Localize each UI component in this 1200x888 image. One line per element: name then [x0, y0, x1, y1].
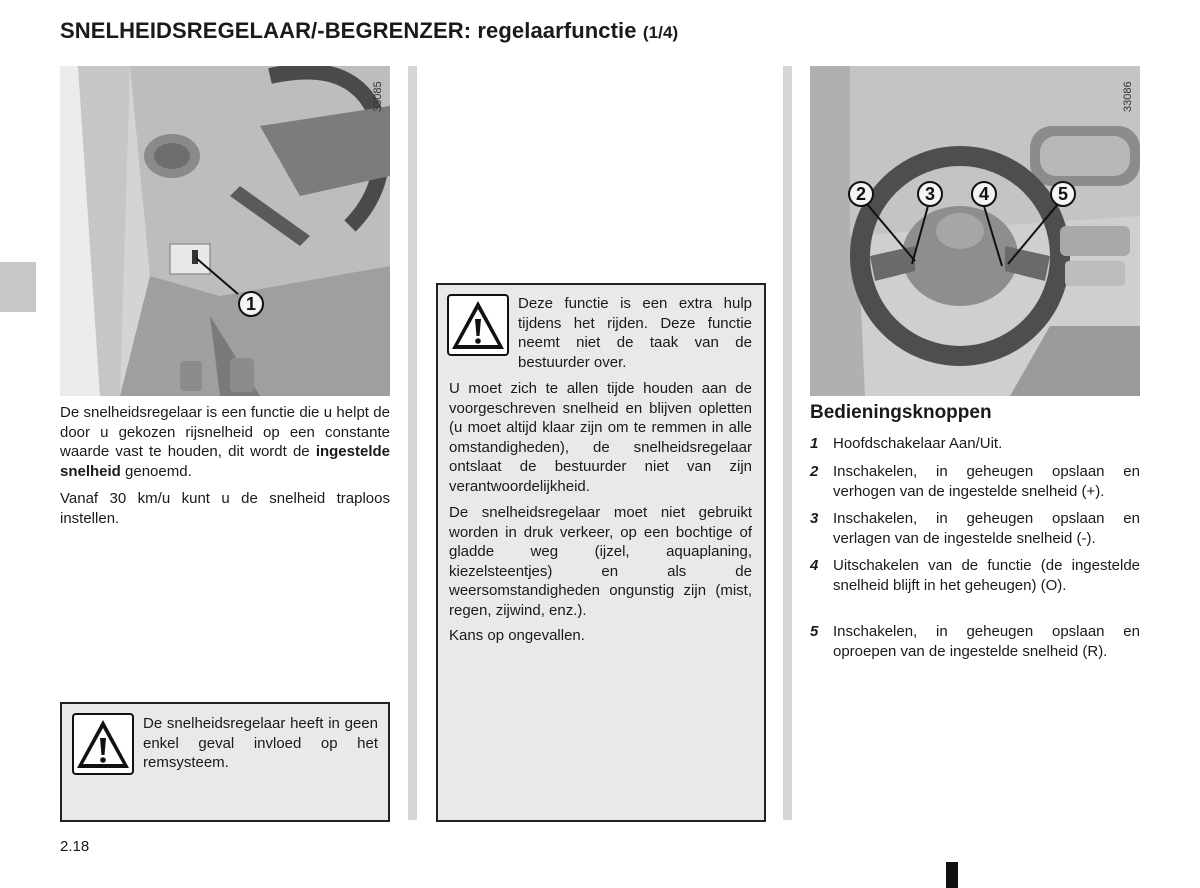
photo-reference-number: 33085: [372, 81, 384, 112]
control-item-number: 2: [810, 463, 819, 480]
title-page-fraction: (1/4): [642, 23, 679, 42]
page-number: 2.18: [60, 838, 90, 855]
control-item-number: 4: [810, 557, 819, 574]
control-item-text: Inschakelen, in geheugen opslaan en oproepen van de ingestelde snelheid (R).: [833, 623, 1140, 660]
dashboard-illustration: [60, 66, 390, 396]
photo-reference-number: 33086: [1122, 81, 1134, 112]
callout-2: 2: [848, 181, 874, 207]
control-item-text: Inschakelen, in geheugen opslaan en verlagen van de ingestelde snelheid (-).: [833, 510, 1140, 547]
speed-range-paragraph: Vanaf 30 km/u kunt u de snelheid traploos instellen.: [60, 490, 390, 527]
control-item: [810, 462, 1140, 501]
control-item-number: 3: [810, 510, 819, 527]
control-item: [810, 556, 1140, 595]
control-item-text: Inschakelen, in geheugen opslaan en verhogen van de ingestelde snelheid (+).: [833, 463, 1140, 500]
warning-paragraph-speed: U moet zich te allen tijde houden aan de voorgeschreven snelheid en blijven opletten (u moet altijd klaar zijn om te remmen in alle omstandigheden), de snelheidsregelaar ontslaat de bestuurder niet van zijn verantwoordelijkheid.: [449, 380, 752, 495]
intro-text-a: De snelheidsregelaar is een functie die u helpt de door u gekozen rijsnelheid op een constante waarde vast te houden, dit wordt de: [60, 404, 390, 460]
callout-3: 3: [917, 181, 943, 207]
title-text: SNELHEIDSREGELAAR/-BEGRENZER: regelaarfunctie: [60, 18, 637, 43]
control-item-number: 5: [810, 623, 819, 640]
warning-box-brakes: [60, 702, 390, 822]
figure-right-steering-photo: [810, 66, 1140, 396]
control-item: [810, 509, 1140, 548]
callout-4: 4: [971, 181, 997, 207]
intro-text-b: genoemd.: [120, 462, 192, 480]
control-item: [810, 622, 1140, 661]
column-divider: [783, 66, 792, 820]
chapter-tab: [0, 262, 36, 312]
warning-paragraph-risk: Kans op ongevallen.: [449, 627, 585, 644]
warning-box-assist: [436, 283, 766, 822]
warning-paragraph-conditions: De snelheidsregelaar moet niet gebruikt worden in druk verkeer, op een bochtige of gladde weg (ijzel, aquaplaning, kiezelsteentjes) en als de weersomstandigheden ongunstig zijn (mist, regen, zijwind, enz.).: [449, 504, 752, 619]
controls-heading: Bedieningsknoppen: [810, 402, 992, 423]
warning-intro-text: Deze functie is een extra hulp tijdens het rijden. Deze functie neemt niet de taak van de bestuurder over.: [518, 295, 752, 371]
page-edge-marker: [946, 862, 958, 888]
control-item-number: 1: [810, 435, 819, 452]
figure-left-dashboard-photo: [60, 66, 390, 396]
column-divider: [408, 66, 417, 820]
control-item-text: Hoofdschakelaar Aan/Uit.: [833, 435, 1003, 452]
warning-text-brakes: De snelheidsregelaar heeft in geen enkel geval invloed op het remsysteem.: [143, 715, 378, 771]
intro-paragraph: [60, 403, 390, 481]
control-item: [810, 434, 1140, 454]
control-item-text: Uitschakelen van de functie (de ingestelde snelheid blijft in het geheugen) (O).: [833, 557, 1140, 594]
warning-triangle-icon: [447, 294, 509, 356]
callout-5: 5: [1050, 181, 1076, 207]
page-title: [60, 18, 678, 44]
intro-bold-term: ingestelde snelheid: [60, 443, 390, 480]
steering-wheel-illustration: [810, 66, 1140, 396]
warning-triangle-icon: [72, 713, 134, 775]
callout-1: 1: [238, 291, 264, 317]
